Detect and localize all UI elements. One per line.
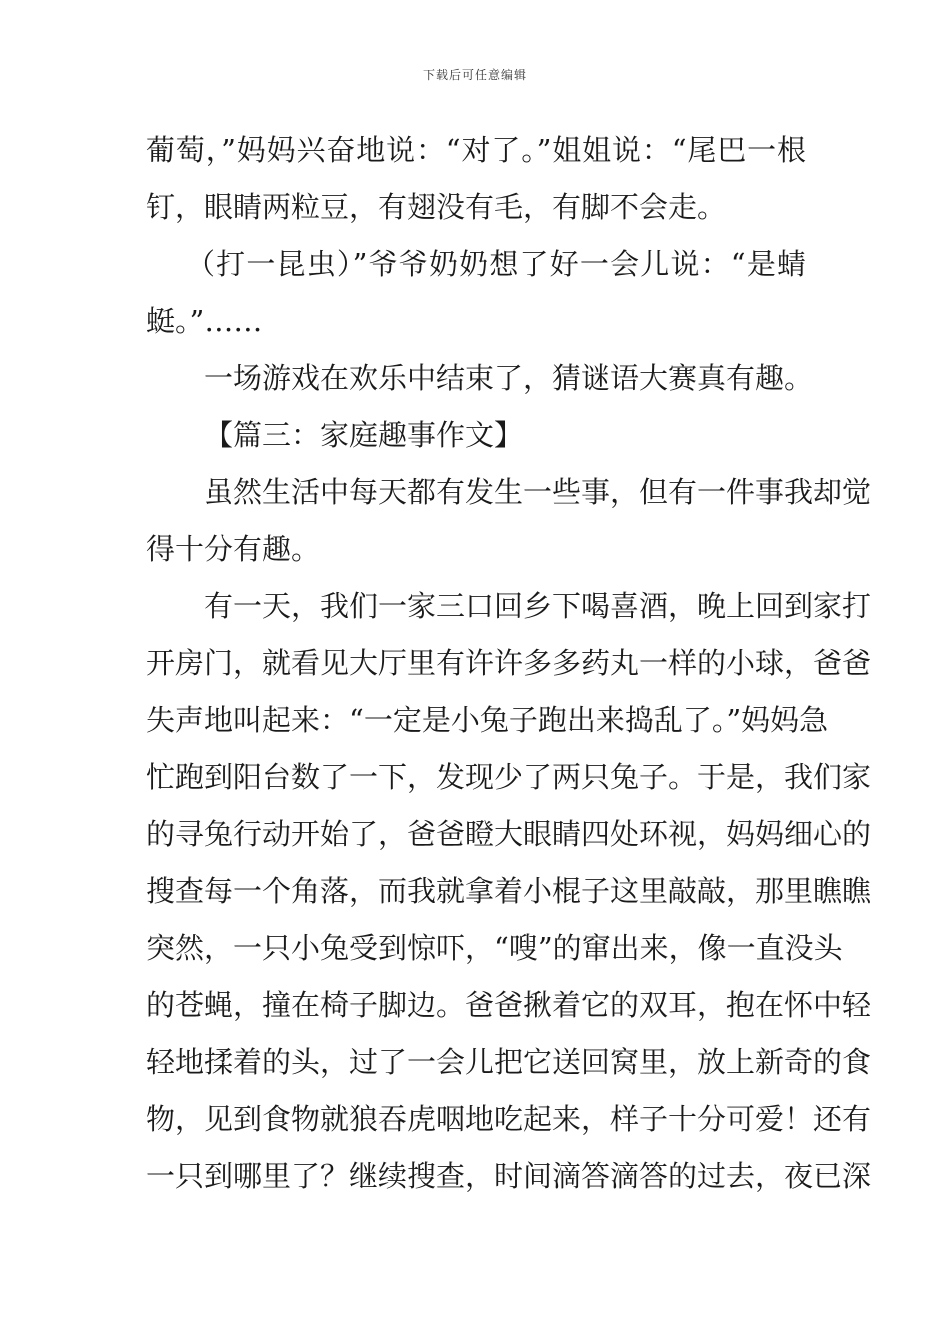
text-line: 突然，一只小兔受到惊吓，“嗖”的窜出来，像一直没头 xyxy=(146,931,843,965)
text-line: 搜查每一个角落，而我就拿着小棍子这里敲敲，那里瞧瞧 xyxy=(146,874,872,908)
text-line: 开房门，就看见大厅里有许许多多药丸一样的小球，爸爸 xyxy=(146,646,872,680)
text-line: 的苍蝇，撞在椅子脚边。爸爸揪着它的双耳，抱在怀中轻 xyxy=(146,988,872,1022)
text-line: 葡萄，”妈妈兴奋地说：“对了。”姐姐说：“尾巴一根 xyxy=(146,133,806,167)
text-line: 钉，眼睛两粒豆，有翅没有毛，有脚不会走。 xyxy=(146,190,727,224)
document-body xyxy=(146,122,872,1205)
text-line: 的寻兔行动开始了，爸爸瞪大眼睛四处环视，妈妈细心的 xyxy=(146,817,872,851)
text-line: 虽然生活中每天都有发生一些事，但有一件事我却觉 xyxy=(204,475,872,509)
text-line: 轻地揉着的头，过了一会儿把它送回窝里，放上新奇的食 xyxy=(146,1045,872,1079)
text-line: 有一天，我们一家三口回乡下喝喜酒，晚上回到家打 xyxy=(204,589,872,623)
text-line: 得十分有趣。 xyxy=(146,532,321,566)
text-line: 蜓。”…… xyxy=(146,304,263,338)
text-line: 一场游戏在欢乐中结束了，猜谜语大赛真有趣。 xyxy=(204,361,814,395)
text-line: 物，见到食物就狼吞虎咽地吃起来，样子十分可爱！还有 xyxy=(146,1102,872,1136)
section-heading: 【篇三：家庭趣事作文】 xyxy=(204,418,524,452)
text-line: （打一昆虫）”爷爷奶奶想了好一会儿说：“是蜻 xyxy=(186,247,806,281)
text-line: 忙跑到阳台数了一下，发现少了两只兔子。于是，我们家 xyxy=(146,760,872,794)
page-header: 下载后可任意编辑 xyxy=(422,68,527,82)
text-line: 一只到哪里了？继续搜查，时间滴答滴答的过去，夜已深 xyxy=(146,1159,872,1193)
text-line: 失声地叫起来：“一定是小兔子跑出来捣乱了。”妈妈急 xyxy=(146,703,829,737)
